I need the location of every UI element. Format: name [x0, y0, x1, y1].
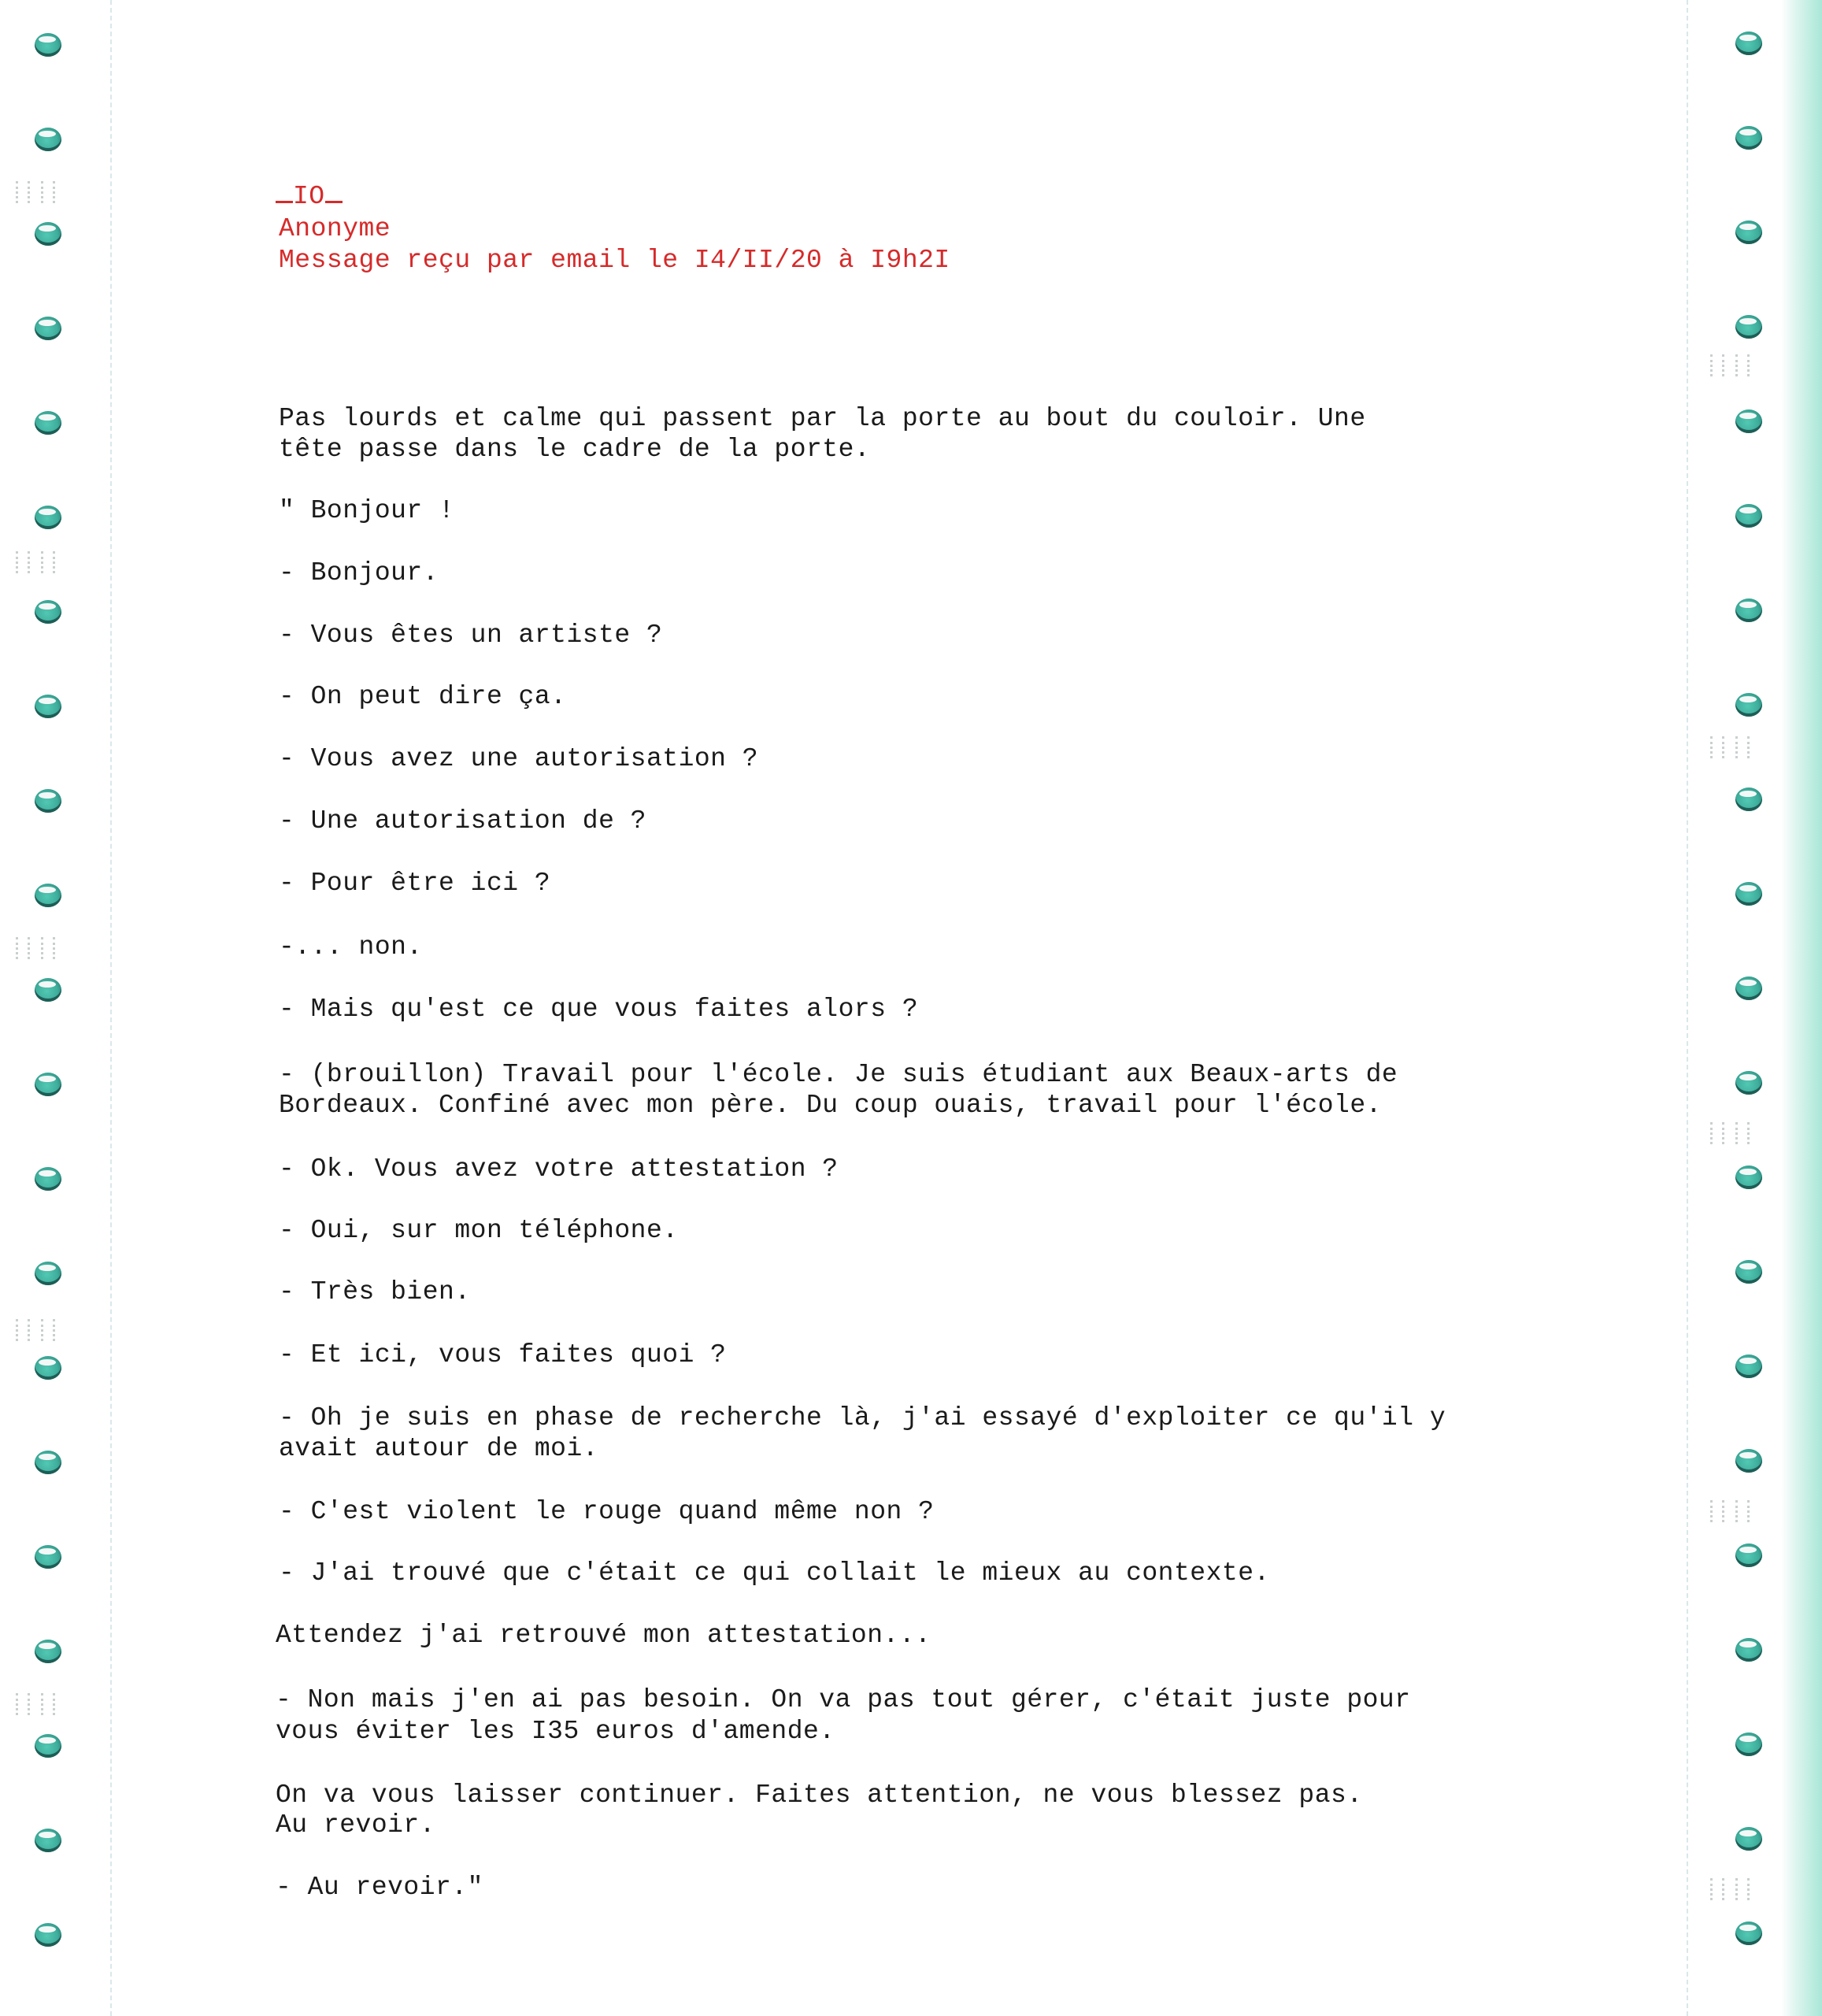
feed-hole: [1735, 32, 1762, 55]
perforation: [1710, 736, 1750, 758]
feed-hole: [1735, 1071, 1762, 1095]
document-number: IO: [276, 182, 343, 212]
feed-hole: [35, 1545, 61, 1569]
body-line: - C'est violent le rouge quand même non ?: [279, 1497, 935, 1526]
feed-hole: [1735, 220, 1762, 244]
body-line: - J'ai trouvé que c'était ce qui collait le mieux au contexte.: [279, 1558, 1270, 1588]
feed-hole: [35, 600, 61, 624]
body-line: Attendez j'ai retrouvé mon attestation...: [276, 1621, 931, 1650]
feed-hole: [35, 789, 61, 813]
feed-hole: [35, 411, 61, 435]
body-line: vous éviter les I35 euros d'amende.: [276, 1717, 835, 1746]
feed-hole: [35, 1356, 61, 1380]
feed-hole: [1735, 315, 1762, 339]
perforation: [1710, 1500, 1750, 1522]
feed-hole: [1735, 1544, 1762, 1567]
feed-hole: [1735, 598, 1762, 622]
feed-hole: [35, 1451, 61, 1474]
body-line: - Mais qu'est ce que vous faites alors ?: [279, 995, 919, 1024]
perforation: [1710, 354, 1750, 376]
body-line: - Très bien.: [279, 1277, 471, 1306]
perforation: [1710, 1878, 1750, 1900]
body-line: - Ok. Vous avez votre attestation ?: [279, 1154, 839, 1184]
body-line: - Oh je suis en phase de recherche là, j'ai essayé d'exploiter ce qu'il y: [279, 1403, 1446, 1432]
feed-hole: [1735, 976, 1762, 1000]
body-line: Au revoir.: [276, 1810, 436, 1840]
feed-hole: [1735, 1449, 1762, 1473]
feed-hole: [35, 1923, 61, 1947]
perforation: [16, 1693, 55, 1715]
author-label: Anonyme: [279, 214, 391, 243]
body-line: - Au revoir.": [276, 1873, 483, 1902]
perforation: [16, 551, 55, 573]
perforation: [16, 1319, 55, 1341]
feed-hole: [35, 33, 61, 57]
body-line: - Pour être ici ?: [279, 869, 551, 898]
feed-hole: [1735, 126, 1762, 150]
feed-hole: [1735, 1166, 1762, 1189]
feed-hole: [35, 884, 61, 907]
page-edge: [1781, 0, 1822, 2016]
received-date: Message reçu par email le I4/II/20 à I9h2I: [279, 246, 950, 275]
body-line: - Une autorisation de ?: [279, 806, 646, 836]
feed-hole: [35, 1829, 61, 1852]
perforation: [1710, 1122, 1750, 1144]
feed-hole: [35, 128, 61, 151]
body-line: - Et ici, vous faites quoi ?: [279, 1340, 727, 1369]
body-line: - Vous êtes un artiste ?: [279, 621, 663, 650]
body-line: avait autour de moi.: [279, 1434, 599, 1463]
body-line: - Oui, sur mon téléphone.: [279, 1216, 679, 1245]
feed-hole: [1735, 1827, 1762, 1851]
feed-hole: [1735, 1638, 1762, 1662]
body-line: - Bonjour.: [279, 558, 439, 587]
feed-hole: [1735, 1922, 1762, 1945]
feed-hole: [35, 1262, 61, 1285]
feed-hole: [35, 1073, 61, 1096]
feed-hole: [35, 1734, 61, 1758]
feed-hole: [1735, 1354, 1762, 1378]
feed-hole: [1735, 882, 1762, 906]
body-line: tête passe dans le cadre de la porte.: [279, 435, 871, 464]
feed-hole: [1735, 1260, 1762, 1284]
body-line: - (brouillon) Travail pour l'école. Je suis étudiant aux Beaux-arts de: [279, 1060, 1398, 1089]
feed-hole: [1735, 693, 1762, 717]
body-line: " Bonjour !: [279, 496, 455, 525]
feed-hole: [1735, 1732, 1762, 1756]
feed-hole: [35, 506, 61, 529]
body-line: Bordeaux. Confiné avec mon père. Du coup ouais, travail pour l'école.: [279, 1091, 1382, 1120]
perforation: [16, 181, 55, 203]
body-line: - Non mais j'en ai pas besoin. On va pas tout gérer, c'était juste pour: [276, 1685, 1411, 1714]
feed-hole: [1735, 504, 1762, 528]
right-tractor-feed-margin: [1687, 0, 1783, 2016]
feed-hole: [35, 222, 61, 246]
feed-hole: [35, 695, 61, 718]
body-line: On va vous laisser continuer. Faites attention, ne vous blessez pas.: [276, 1781, 1363, 1810]
feed-hole: [35, 317, 61, 340]
perforation: [16, 937, 55, 959]
body-line: - On peut dire ça.: [279, 682, 567, 711]
body-line: -... non.: [279, 932, 423, 962]
feed-hole: [35, 1167, 61, 1191]
feed-hole: [1735, 410, 1762, 433]
feed-hole: [35, 978, 61, 1002]
feed-hole: [35, 1640, 61, 1663]
feed-hole: [1735, 788, 1762, 811]
body-line: - Vous avez une autorisation ?: [279, 744, 759, 773]
body-line: Pas lourds et calme qui passent par la porte au bout du couloir. Une: [279, 404, 1366, 433]
